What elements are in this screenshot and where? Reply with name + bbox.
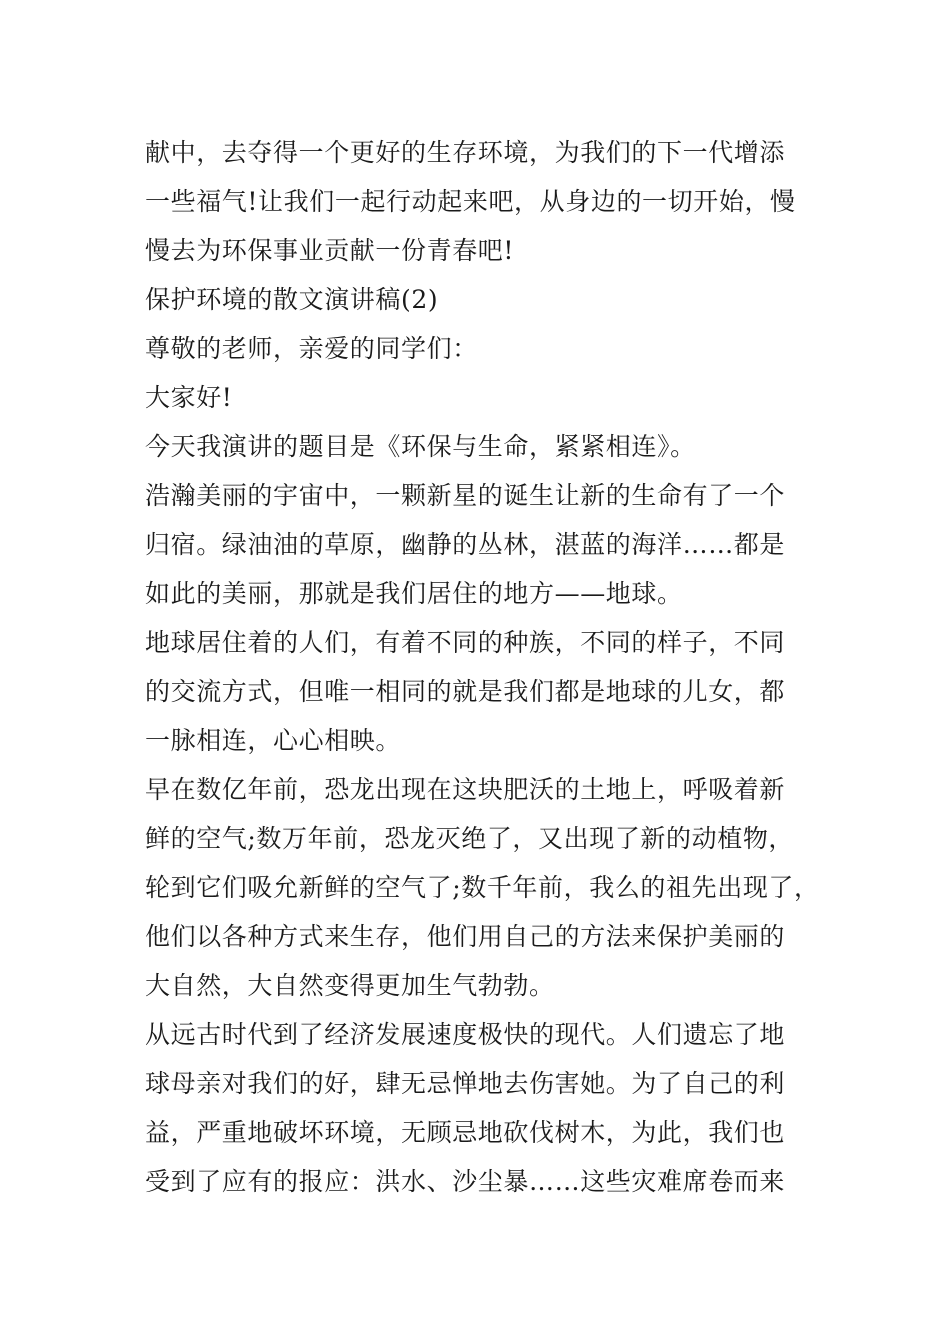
- text-line: 一脉相连，心心相映。: [145, 726, 402, 755]
- text-line: 他们以各种方式来生存，他们用自己的方法来保护美丽的: [145, 922, 786, 951]
- section-title: 保护环境的散文演讲稿(2): [145, 285, 439, 314]
- text-line: 球母亲对我们的好，肆无忌惮地去伤害她。为了自己的利: [145, 1069, 786, 1098]
- text-line: 从远古时代到了经济发展速度极快的现代。人们遗忘了地: [145, 1020, 786, 1049]
- text-line: 一些福气!让我们一起行动起来吧，从身边的一切开始，慢: [145, 187, 796, 216]
- text-line: 今天我演讲的题目是《环保与生命，紧紧相连》。: [145, 432, 696, 461]
- text-line: 的交流方式，但唯一相同的就是我们都是地球的儿女，都: [145, 677, 786, 706]
- text-line: 轮到它们吸允新鲜的空气了;数千年前，我么的祖先出现了，: [145, 873, 820, 902]
- text-line: 地球居住着的人们，有着不同的种族，不同的样子，不同: [145, 628, 786, 657]
- text-line: 益，严重地破坏环境，无顾忌地砍伐树木，为此，我们也: [145, 1118, 786, 1147]
- document-page: [145, 128, 820, 1206]
- text-line: 献中，去夺得一个更好的生存环境，为我们的下一代增添: [145, 138, 786, 167]
- text-line: 早在数亿年前，恐龙出现在这块肥沃的土地上，呼吸着新: [145, 775, 786, 804]
- text-line: 受到了应有的报应：洪水、沙尘暴……这些灾难席卷而来: [145, 1167, 786, 1196]
- text-line: 如此的美丽，那就是我们居住的地方——地球。: [145, 579, 683, 608]
- text-line: 大自然，大自然变得更加生气勃勃。: [145, 971, 555, 1000]
- text-line: 浩瀚美丽的宇宙中，一颗新星的诞生让新的生命有了一个: [145, 481, 786, 510]
- greeting: 大家好!: [145, 383, 233, 412]
- salutation: 尊敬的老师，亲爱的同学们：: [145, 334, 478, 363]
- text-line: 慢去为环保事业贡献一份青春吧!: [145, 236, 515, 265]
- text-line: 鲜的空气;数万年前，恐龙灭绝了，又出现了新的动植物，: [145, 824, 795, 853]
- text-line: 归宿。绿油油的草原，幽静的丛林，湛蓝的海洋……都是: [145, 530, 786, 559]
